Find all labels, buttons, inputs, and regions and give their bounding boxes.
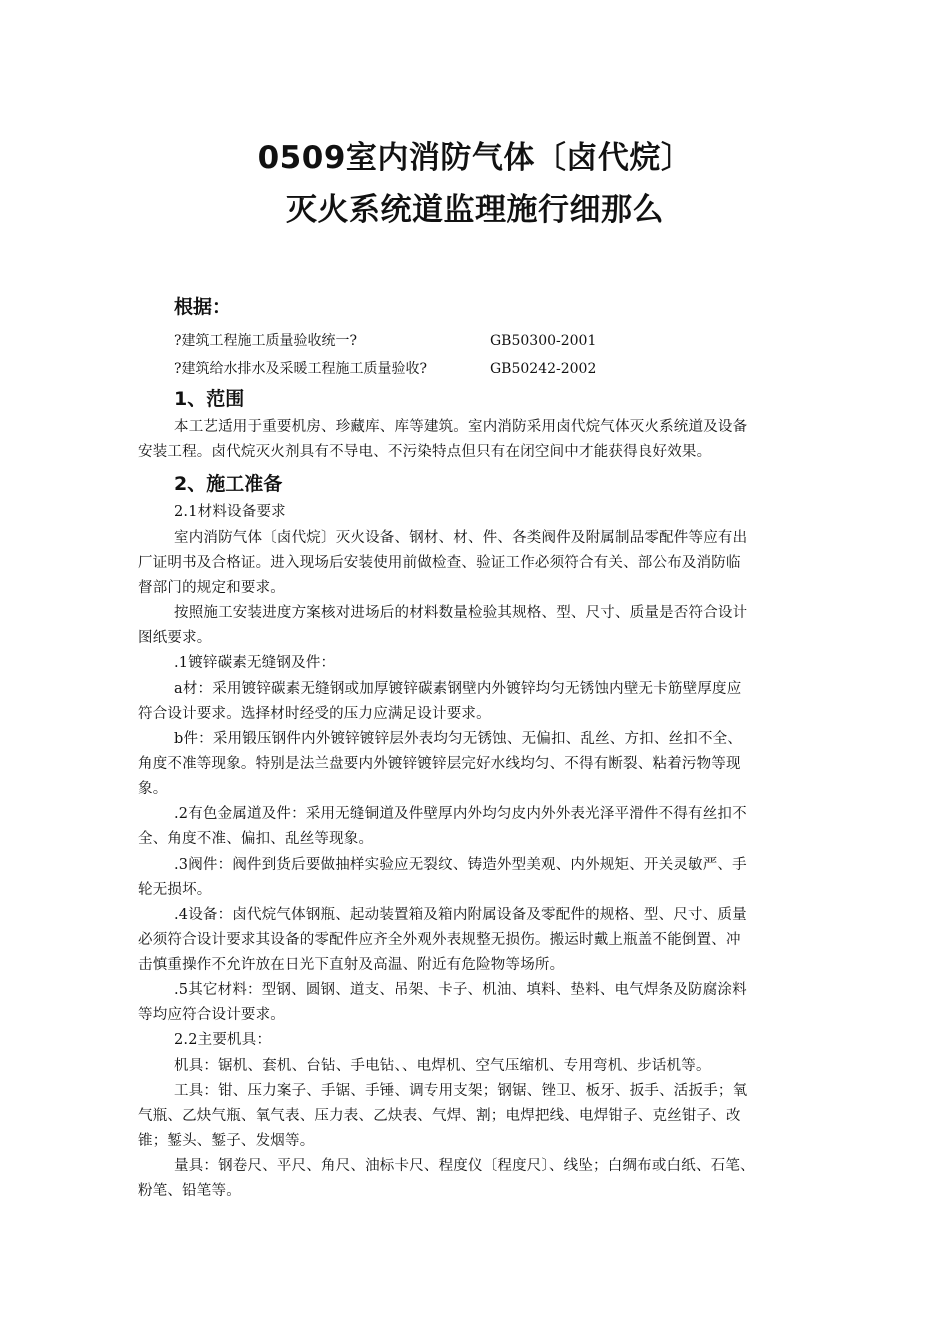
paragraph-line: 厂证明书及合格证。进入现场后安装使用前做检查、验证工作必须符合有关、部公布及消防临: [138, 555, 741, 571]
paragraph-line: .4设备：卤代烷气体钢瓶、起动装置箱及箱内附属设备及零配件的规格、型、尺寸、质量: [174, 907, 747, 923]
paragraph-line: 等均应符合设计要求。: [138, 1007, 285, 1023]
paragraph-line: 机具：锯机、套机、台钻、手电钻、、电焊机、空气压缩机、专用弯机、步话机等。: [174, 1058, 711, 1074]
paragraph-line: 击慎重操作不允许放在日光下直射及高温、附近有危险物等场所。: [138, 957, 565, 973]
basis-heading: 根据：: [174, 296, 232, 318]
paragraph-line: 督部门的规定和要求。: [138, 580, 285, 596]
paragraph-line: .5其它材料：型钢、圆钢、道支、吊架、卡子、机油、填料、垫料、电气焊条及防腐涂料: [174, 982, 747, 998]
paragraph-line: 按照施工安装进度方案核对进场后的材料数量检验其规格、型、尺寸、质量是否符合设计: [174, 605, 748, 621]
paragraph-line: b件：采用锻压钢件内外镀锌镀锌层外表均匀无锈蚀、无偏扣、乱丝、方扣、丝扣不全、: [174, 731, 743, 747]
reference-item: [174, 331, 597, 351]
reference-name: ?建筑工程施工质量验收统一?: [174, 333, 358, 349]
section-heading-scope: 1、范围: [174, 388, 245, 410]
paragraph-line: 安装工程。卤代烷灭火剂具有不导电、不污染特点但只有在闭空间中才能获得良好效果。: [138, 444, 712, 460]
paragraph-line: .2有色金属道及件：采用无缝铜道及件壁厚内外均匀皮内外外表光泽平滑件不得有丝扣不: [174, 806, 747, 822]
page-title-line-1: 0509室内消防气体〔卤代烷〕: [257, 140, 693, 176]
paragraph-line: .1镀锌碳素无缝钢及件：: [174, 655, 336, 671]
subsection-heading: 2.2主要机具：: [174, 1032, 272, 1048]
page-title-line-2: 灭火系统道监理施行细那么: [286, 192, 664, 228]
paragraph-line: 工具：钳、压力案子、手锯、手锤、调专用支架；钢锯、锉卫、板牙、扳手、活扳手；氧: [174, 1083, 748, 1099]
paragraph-line: 粉笔、铅笔等。: [138, 1183, 241, 1199]
paragraph-line: 全、角度不准、偏扣、乱丝等现象。: [138, 831, 374, 847]
paragraph-line: 必须符合设计要求其设备的零配件应齐全外观外表规整无损伤。搬运时戴上瓶盖不能倒置、冲: [138, 932, 741, 948]
section-heading-preparation: 2、施工准备: [174, 473, 283, 495]
paragraph-line: 角度不准等现象。特别是法兰盘要内外镀锌镀锌层完好水线均匀、不得有断裂、粘着污物等现: [138, 756, 741, 772]
paragraph-line: .3阀件：阀件到货后要做抽样实验应无裂纹、铸造外型美观、内外规矩、开关灵敏严、手: [174, 857, 747, 873]
subsection-heading: 2.1材料设备要求: [174, 504, 286, 520]
reference-item: [174, 359, 597, 379]
paragraph-line: 图纸要求。: [138, 630, 212, 646]
reference-code: GB50300-2001: [490, 333, 597, 349]
paragraph-line: 本工艺适用于重要机房、珍藏库、库等建筑。室内消防采用卤代烷气体灭火系统道及设备: [174, 419, 748, 435]
paragraph-line: 锥；錾头、錾子、发烟等。: [138, 1133, 315, 1149]
reference-name: ?建筑给水排水及采暖工程施工质量验收?: [174, 361, 428, 377]
paragraph-line: 量具：钢卷尺、平尺、角尺、油标卡尺、程度仪〔程度尺〕、线坠；白绸布或白纸、石笔、: [174, 1158, 755, 1174]
paragraph-line: 室内消防气体〔卤代烷〕灭火设备、钢材、材、件、各类阀件及附属制品零配件等应有出: [174, 530, 748, 546]
paragraph-line: 象。: [138, 781, 168, 797]
reference-code: GB50242-2002: [490, 361, 597, 377]
paragraph-line: 气瓶、乙炔气瓶、氧气表、压力表、乙炔表、气焊、割；电焊把线、电焊钳子、克丝钳子、改: [138, 1108, 741, 1124]
paragraph-line: a材：采用镀锌碳素无缝钢或加厚镀锌碳素钢壁内外镀锌均匀无锈蚀内壁无卡筋壁厚度应: [174, 681, 742, 697]
paragraph-line: 符合设计要求。选择材时经受的压力应满足设计要求。: [138, 706, 491, 722]
paragraph-line: 轮无损坏。: [138, 882, 212, 898]
